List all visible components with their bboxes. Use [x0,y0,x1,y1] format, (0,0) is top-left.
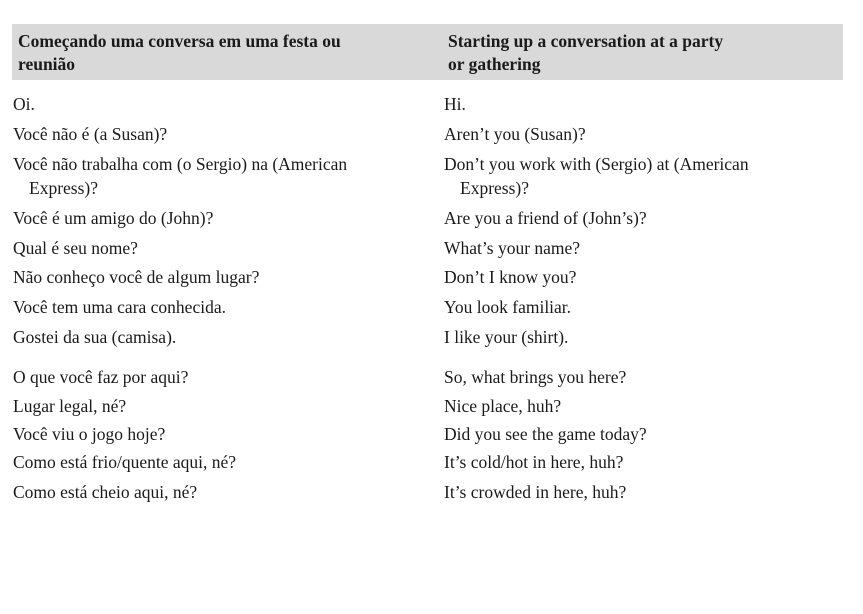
phrase-portuguese [13,152,413,200]
phrase-portuguese: Como está cheio aqui, né? [13,482,198,502]
phrase-portuguese: O que você faz por aqui? [13,367,189,387]
phrase-portuguese: Como está frio/quente aqui, né? [13,452,237,472]
phrase-portuguese: Não conheço você de algum lugar? [13,267,260,287]
phrase-english: It’s cold/hot in here, huh? [444,452,624,472]
phrase-english-line2: Express)? [460,178,530,198]
header-portuguese-line2: reunião [18,54,76,74]
phrase-portuguese: Gostei da sua (camisa). [13,327,177,347]
phrase-english: Are you a friend of (John’s)? [444,208,647,228]
phrase-english-line1: Don’t you work with (Sergio) at (American [444,154,749,174]
phrase-english: It’s crowded in here, huh? [444,482,627,502]
phrase-portuguese: Você é um amigo do (John)? [13,208,214,228]
phrase-portuguese: Você tem uma cara conhecida. [13,297,226,317]
phrase-portuguese: Oi. [13,94,35,114]
phrase-portuguese: Você viu o jogo hoje? [13,424,166,444]
phrase-english: You look familiar. [444,297,572,317]
phrase-english: Don’t I know you? [444,267,577,287]
header-portuguese-line1: Começando uma conversa em uma festa ou [18,31,341,51]
table-header [12,24,843,80]
phrase-portuguese: Você não é (a Susan)? [13,124,168,144]
phrase-portuguese: Qual é seu nome? [13,238,138,258]
phrase-english: Hi. [444,94,466,114]
header-english-line2: or gathering [448,54,541,74]
phrase-english: Nice place, huh? [444,396,562,416]
phrase-english: So, what brings you here? [444,367,627,387]
phrase-portuguese: Lugar legal, né? [13,396,127,416]
phrase-english: I like your (shirt). [444,327,569,347]
phrase-english: What’s your name? [444,238,581,258]
header-portuguese [18,30,418,76]
header-english-line1: Starting up a conversation at a party [448,31,724,51]
phrase-english: Did you see the game today? [444,424,647,444]
header-english [448,30,788,76]
phrase-english [444,152,824,200]
phrase-portuguese-line2: Express)? [29,178,99,198]
phrase-english: Aren’t you (Susan)? [444,124,586,144]
phrase-portuguese-line1: Você não trabalha com (o Sergio) na (American [13,154,348,174]
